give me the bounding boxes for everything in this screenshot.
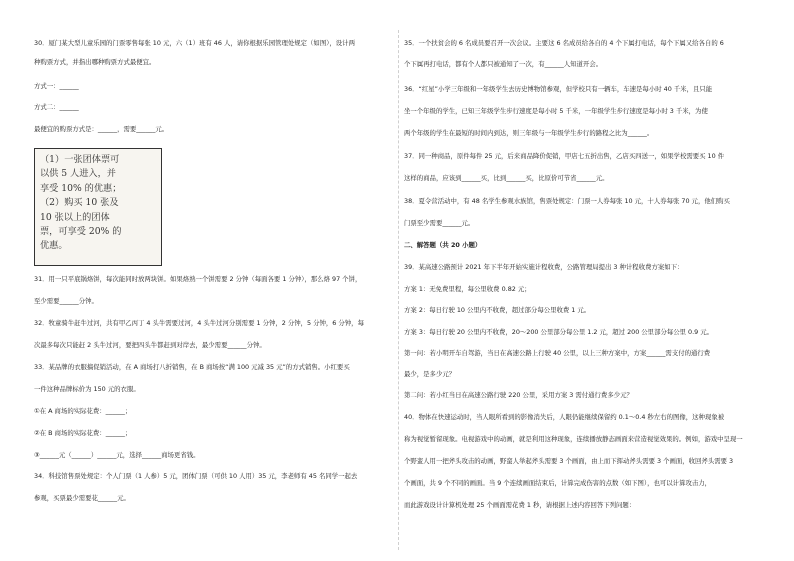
question-40-text-2: 称为视觉暂留现象。电视游戏中的动画，就是利用这种现象，连续播放静态画面来营造视觉效果的。例如，游戏中呈现一 [404,435,743,443]
question-34-text: 34．科技馆售票处规定：个人门票（1 人参）5 元，团体门票（可供 10 人用）35 元，李老师有 45 名同学一起去 [34,472,358,480]
question-40-text: 40．物体在快速运动时，当人眼所看到的影像消失后，人眼仍能继续保留约 0.1～0.4 秒左右的图像，这种现象被 [404,413,725,421]
question-39-plan-2: 方案 2：每日行驶 10 公里内不收费，超过部分每公里收费 1 元。 [404,306,591,314]
question-30-text-cont: 种购票方式，并指出哪种购票方式最便宜。 [34,58,156,66]
question-33-part-c: ③______元（______）______元，选择______商场更省钱。 [34,451,200,459]
question-35-text: 35．一个扶贫会的 6 名成员要召开一次会议。主要这 6 名成员给各自的 4 个下属打电话，每个下属又给各自的 6 [404,39,724,47]
question-30-method-1: 方式一：______ [34,82,79,90]
question-35-text-cont: 个下属再打电话，都有个人都只被通知了一次，有______人知道开会。 [404,60,603,68]
question-33-part-b: ②在 B 商场的实际花费：______； [34,429,132,437]
question-33-part-a: ①在 A 商场的实际花费：______； [34,407,132,415]
question-36-text-end: 两个年级的学生在最短的时间内到达，则三年级与一年级学生步行的路程之比为______。 [404,129,654,137]
question-30-method-2: 方式二：______ [34,103,79,111]
notice-line: （2）购买 10 张及 [40,197,119,209]
question-38-text: 38．夏令营活动中，有 48 名学生参观水族馆，售票处规定：门票一人券每张 10 元，十人券每张 70 元，他们购买 [404,197,730,205]
notice-line: 10 张以上的团体 [40,211,110,223]
question-38-text-cont: 门票至少需要______元。 [404,219,475,227]
question-36-text: 36．“红星”小学三年级和一年级学生去历史博物馆参观，但学校只有一辆车，车速是每小时 40 千米，且只能 [404,85,713,93]
question-39-part-2: 第二问：若小红当日在高速公路行驶 220 公里，采用方案 3 需付通行费多少元？ [404,391,633,399]
question-36-text-cont: 坐一个年级的学生，已知三年级学生步行速度是每小时 5 千米，一年级学生步行速度是每小时 3 千米，为使 [404,107,708,115]
question-32-text-cont: 次最多每次只能赶 2 头牛过河，要把四头牛都赶到对岸去，最少需要______分钟。 [34,341,266,349]
question-37-text: 37．同一种商品，原件每件 25 元，后来商品降价促销，甲店七五折出售，乙店买四送一，如果学校需要买 10 件 [404,152,725,160]
question-31-text: 31．用一只平底锅烙饼，每次能同时放两块饼。如果烙熟一个饼需要 2 分钟（每面各要 1 分钟），那么烙 97 个饼， [34,275,362,283]
question-39-plan-3: 方案 3：每日行驶 20 公里内不收费，20～200 公里部分每公里 1.2 元，超过 200 公里部分每公里 0.9 元。 [404,328,714,336]
question-32-text: 32．牧童骑牛赶牛过河，共有甲乙丙丁 4 头牛需要过河，4 头牛过河分别需要 1 分钟，2 分钟，5 分钟，6 分钟，每 [34,319,364,327]
question-39-plan-1: 方案 1：无免费里程，每公里收费 0.82 元； [404,285,531,293]
column-divider [398,30,399,550]
notice-line: 以供 5 人进入，并 [40,168,116,180]
question-40-text-4: 个画面，共 9 个不同的画面。当 9 个连续画面结束后，计算完成伤害的点数（如下图），也可以计算攻击力， [404,479,712,487]
question-30-cheapest: 最便宜的购票方式是：______，需要______元。 [34,125,169,133]
question-34-text-cont: 参观，买票最少需要花______元。 [34,494,130,502]
notice-line: 票，可享受 20% 的 [40,226,122,238]
section-heading: 二、解答题（共 20 小题） [404,241,482,249]
question-37-text-cont: 这样的商品，应该到______买，比到______买，比原价可节省______元。 [404,174,609,182]
question-30-text: 30．厦门某大型儿童乐园的门票零售每张 10 元，六（1）班有 46 人，请你根据乐园管理处规定（如图），设计两 [34,39,355,47]
question-40-text-5: 而此游戏设计计算机处理 25 个画面需花费 1 秒，请根据上述内容回答下列问题： [404,501,636,509]
question-40-text-3: 个野蛮人用一把斧头攻击的动画，野蛮人举起斧头需要 3 个画面，由上而下挥动斧头需要 3 个画面，收回斧头需要 3 [404,457,734,465]
question-39-part-1-cont: 最少，是多少元？ [404,370,456,378]
question-33-text-cont: 一件这种品牌标价为 150 元的衣服。 [34,385,140,393]
notice-line: （1）一张团体票可 [40,154,120,165]
question-31-text-cont: 至少需要______分钟。 [34,297,98,305]
notice-line: 优惠。 [40,240,68,252]
question-33-text: 33．某品牌的衣服搞促销活动，在 A 商场打八折销售，在 B 商场按“满 100 元减 35 元”的方式销售。小红要买 [34,363,350,371]
question-39-text: 39．某高速公路预计 2021 年下半年开始实施计程收费，公路管理局提出 3 种计程收费方案如下： [404,263,684,271]
question-39-part-1: 第一问：若小明开车自驾游，当日在高速公路上行驶 40 公里，以上三种方案中，方案______需支付的通行费 [404,349,711,357]
ticket-rules-notice [34,148,162,266]
notice-line: 享受 10% 的优惠； [40,182,122,194]
